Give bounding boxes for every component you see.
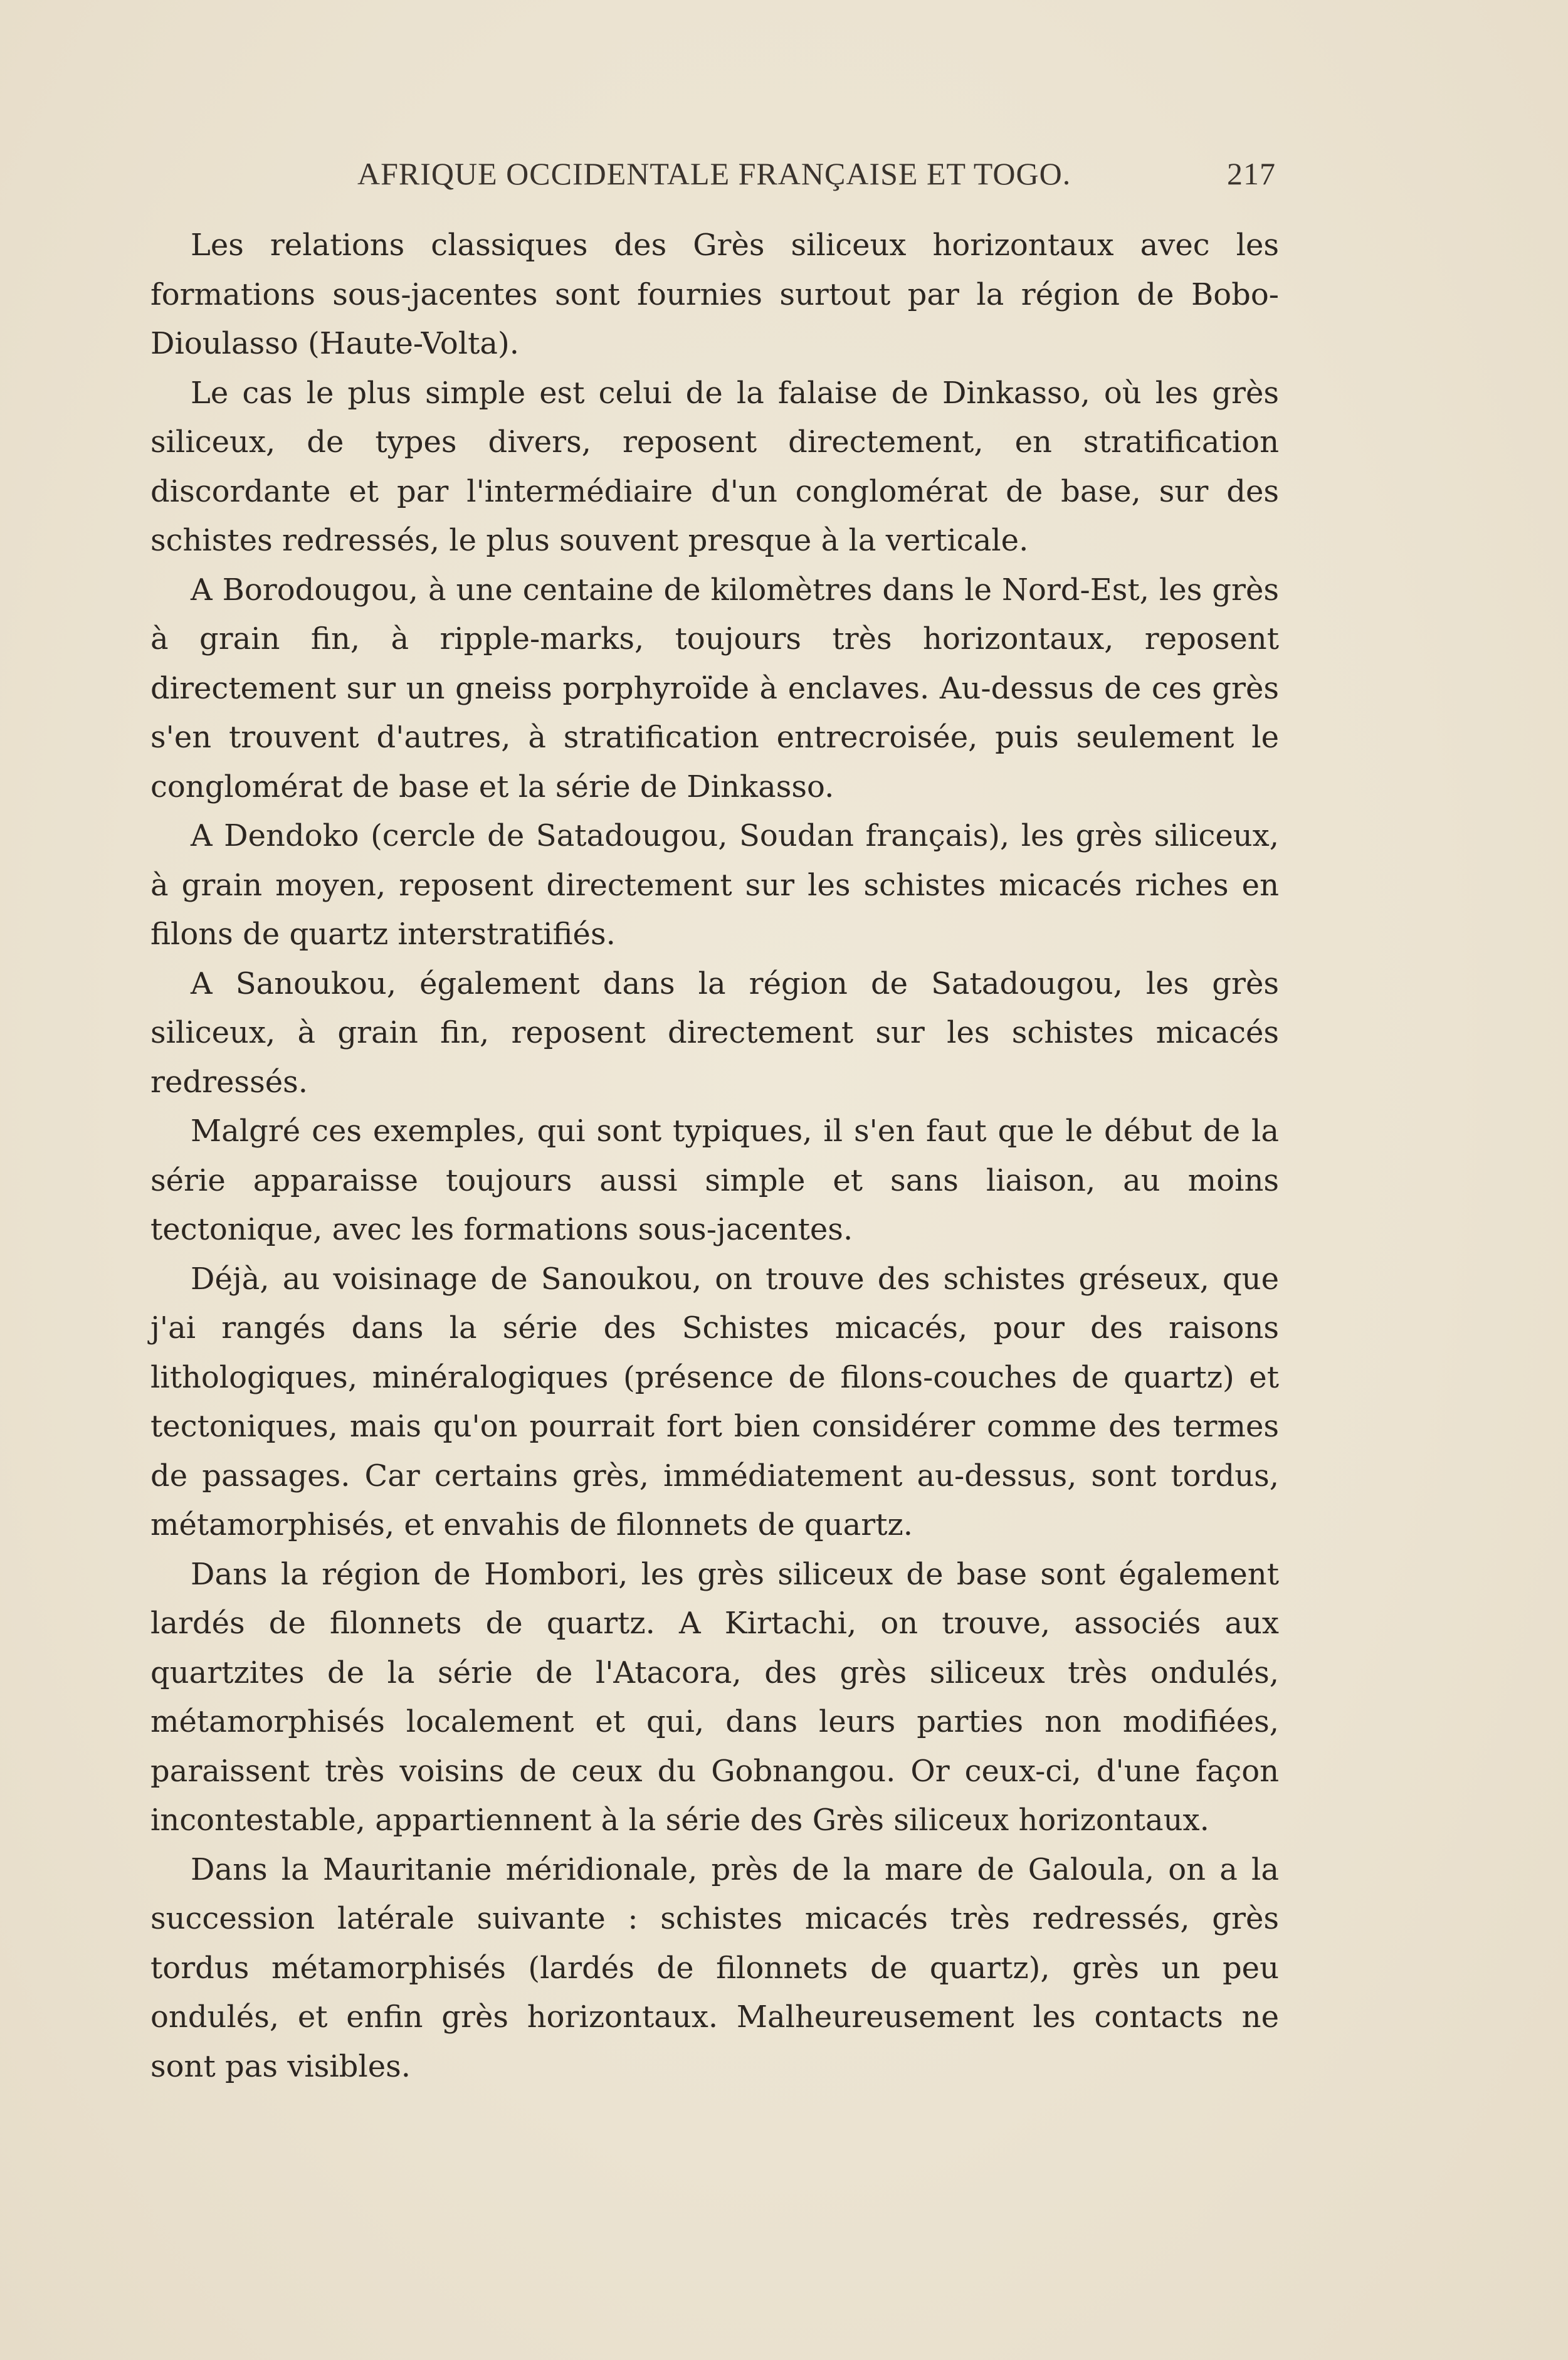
paragraph: Dans la Mauritanie méridionale, près de la mare de Galoula, on a la succession latérale suivante : schistes micacés très redressés, grès tordus métamorphisés (lardés de filonnets de quartz), grès un peu ondulés, et enfin grès horizontaux. Malheureusement les contacts ne sont pas visibles. xyxy=(150,1852,1279,2084)
paragraph: Les relations classiques des Grès siliceux horizontaux avec les formations sous-jacentes sont fournies surtout par la région de Bobo-Dioulasso (Haute-Volta). xyxy=(150,228,1279,361)
paragraph: A Borodougou, à une centaine de kilomètres dans le Nord-Est, les grès à grain fin, à ripple-marks, toujours très horizontaux, reposent directement sur un gneiss porphyroïde à enclaves. Au-dessus de ces grès s'en trouvent d'autres, à stratification entrecroisée, puis seulement le conglomérat de base et la série de Dinkasso. xyxy=(150,572,1279,804)
running-head xyxy=(154,155,1276,199)
paragraph: Dans la région de Hombori, les grès siliceux de base sont également lardés de filonnets de quartz. A Kirtachi, on trouve, associés aux quartzites de la série de l'Atacora, des grès siliceux très ondulés, métamorphisés localement et qui, dans leurs parties non modifiées, paraissent très voisins de ceux du Gobnangou. Or ceux-ci, d'une façon incontestable, appartiennent à la série des Grès siliceux horizontaux. xyxy=(150,1556,1279,1838)
page-number: 217 xyxy=(1227,156,1276,191)
paragraph: Déjà, au voisinage de Sanoukou, on trouve des schistes gréseux, que j'ai rangés dans la série des Schistes micacés, pour des raisons lithologiques, minéralogiques (présence de filons-couches de quartz) et tectoniques, mais qu'on pourrait fort bien considérer comme des termes de passages. Car certains grès, immédiatement au-dessus, sont tordus, métamorphisés, et envahis de filonnets de quartz. xyxy=(150,1261,1279,1542)
paragraph: A Sanoukou, également dans la région de Satadougou, les grès siliceux, à grain fin, reposent directement sur les schistes micacés redressés. xyxy=(150,966,1279,1100)
paragraph: A Dendoko (cercle de Satadougou, Soudan français), les grès siliceux, à grain moyen, reposent directement sur les schistes micacés riches en filons de quartz interstratifiés. xyxy=(150,818,1279,952)
paragraph: Le cas le plus simple est celui de la falaise de Dinkasso, où les grès siliceux, de types divers, reposent directement, en stratification discordante et par l'intermédiaire d'un conglomérat de base, sur des schistes redressés, le plus souvent presque à la verticale. xyxy=(150,375,1279,558)
paragraph: Malgré ces exemples, qui sont typiques, il s'en faut que le début de la série apparaisse toujours aussi simple et sans liaison, au moins tectonique, avec les formations sous-jacentes. xyxy=(150,1114,1279,1247)
running-title: AFRIQUE OCCIDENTALE FRANÇAISE ET TOGO. xyxy=(357,156,1071,191)
body-text xyxy=(150,221,1279,2091)
